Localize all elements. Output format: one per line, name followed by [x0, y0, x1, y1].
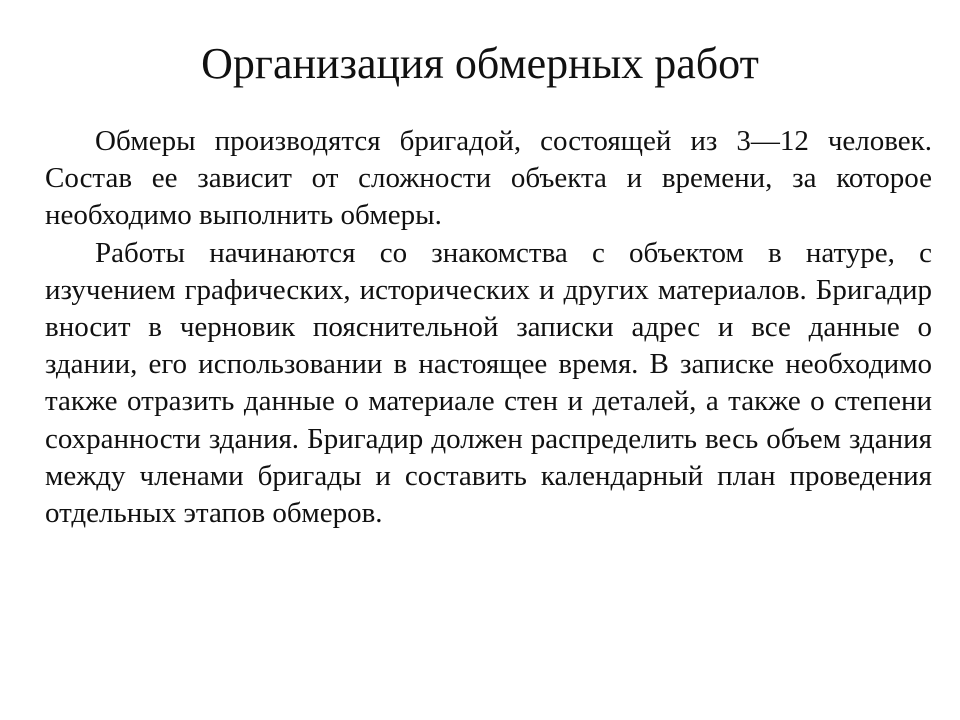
paragraph-team-composition: Обмеры производятся бригадой, состоящей из 3—12 человек. Состав ее зависит от сложности объекта и времени, за которое необходимо выполнить обмеры.	[45, 125, 932, 232]
slide-body	[45, 123, 932, 532]
slide-title: Организация обмерных работ	[201, 39, 759, 88]
paragraph-work-process: Работы начинаются со знакомства с объектом в натуре, с изучением графических, исторических и других материалов. Бригадир вносит в черновик пояснительной записки адрес и все данные о здании, его использовании в настоящее время. В записке необходимо также отразить данные о материале стен и деталей, а также о степени сохранности здания. Бригадир должен распределить весь объем здания между членами бригады и составить календарный план проведения отдельных этапов обмеров.	[45, 236, 932, 530]
